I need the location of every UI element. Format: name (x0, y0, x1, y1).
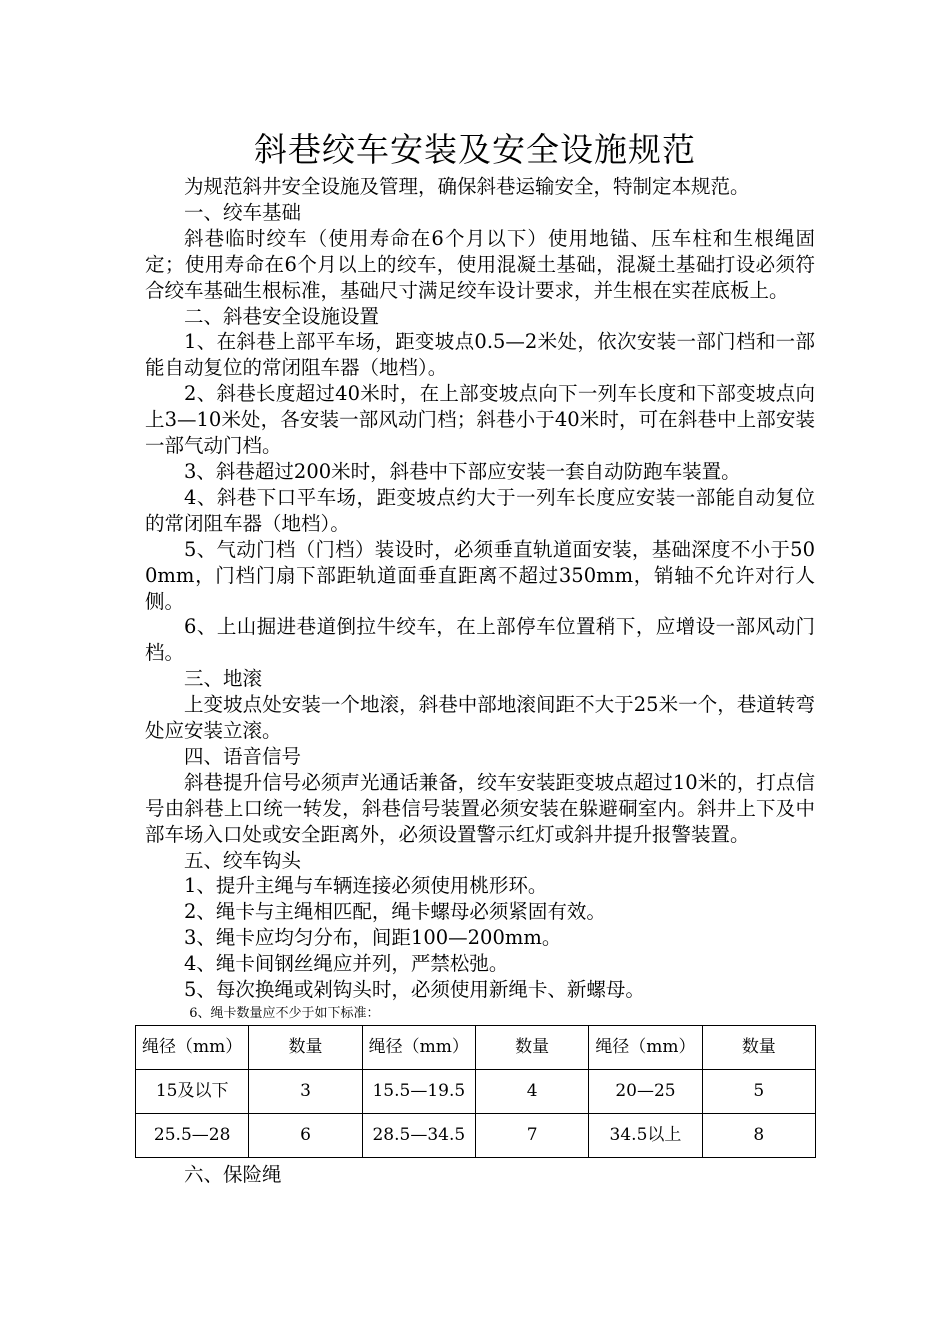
table-header-cell: 绳径（mm） (362, 1026, 475, 1070)
table-row (136, 1114, 816, 1158)
table-cell: 3 (249, 1070, 362, 1114)
intro-paragraph: 为规范斜井安全设施及管理，确保斜巷运输安全，特制定本规范。 (184, 175, 750, 198)
paragraph-5-4: 4、绳卡间钢丝绳应并列，严禁松弛。 (184, 952, 509, 976)
paragraph-2-1: 1、在斜巷上部平车场，距变坡点0.5—2米处，依次安装一部门档和一部能自动复位的常闭阻车器（地档）。 (145, 330, 815, 380)
table-header-cell: 数量 (702, 1026, 815, 1070)
table-cell: 15及以下 (136, 1070, 249, 1114)
paragraph-1: 斜巷临时绞车（使用寿命在6个月以下）使用地锚、压车柱和生根绳固定；使用寿命在6个月以上的绞车，使用混凝土基础，混凝土基础打设必须符合绞车基础生根标准，基础尺寸满足绞车设计要求，并生根在实茬底板上。 (145, 226, 815, 302)
paragraph-2-5: 5、气动门档（门档）装设时，必须垂直轨道面安装，基础深度不小于500mm，门档门扇下部距轨道面垂直距离不超过350mm，销轴不允许对行人侧。 (145, 537, 815, 613)
section-heading-4: 四、语音信号 (184, 744, 302, 768)
table-cell: 15.5—19.5 (362, 1070, 475, 1114)
table-header-row (136, 1026, 816, 1070)
table-caption: 6、绳卡数量应不少于如下标准： (189, 1006, 380, 1021)
section-heading-2: 二、斜巷安全设施设置 (184, 304, 380, 328)
paragraph-5-3: 3、绳卡应均匀分布，间距100—200mm。 (184, 926, 562, 950)
document-title: 斜巷绞车安装及安全设施规范 (254, 130, 696, 169)
section-heading-1: 一、绞车基础 (184, 200, 302, 224)
paragraph-2-2: 2、斜巷长度超过40米时，在上部变坡点向下一列车长度和下部变坡点向上3—10米处，各安装一部风动门档；斜巷小于40米时，可在斜巷中上部安装一部气动门档。 (145, 382, 815, 458)
table-cell: 6 (249, 1114, 362, 1158)
table-cell: 25.5—28 (136, 1114, 249, 1158)
table-header-cell: 数量 (475, 1026, 588, 1070)
paragraph-5-1: 1、提升主绳与车辆连接必须使用桃形环。 (184, 874, 548, 898)
table-header-cell: 数量 (249, 1026, 362, 1070)
table-cell: 4 (475, 1070, 588, 1114)
table-cell: 34.5以上 (589, 1114, 702, 1158)
table-row (136, 1070, 816, 1114)
table-cell: 28.5—34.5 (362, 1114, 475, 1158)
paragraph-5-5: 5、每次换绳或剁钩头时，必须使用新绳卡、新螺母。 (184, 978, 645, 1002)
section-heading-5: 五、绞车钩头 (184, 848, 302, 872)
paragraph-3: 上变坡点处安装一个地滚，斜巷中部地滚间距不大于25米一个，巷道转弯处应安装立滚。 (145, 693, 815, 743)
paragraph-2-3: 3、斜巷超过200米时，斜巷中下部应安装一套自动防跑车装置。 (184, 459, 741, 483)
rope-clamp-table (135, 1025, 816, 1158)
section-heading-6: 六、保险绳 (184, 1163, 282, 1186)
document-body (142, 174, 815, 1188)
table-cell: 7 (475, 1114, 588, 1158)
section-heading-3: 三、地滚 (184, 667, 263, 691)
table-header-cell: 绳径（mm） (136, 1026, 249, 1070)
paragraph-2-6: 6、上山掘进巷道倒拉牛绞车，在上部停车位置稍下，应增设一部风动门档。 (145, 615, 815, 665)
paragraph-2-4: 4、斜巷下口平车场，距变坡点约大于一列车长度应安装一部能自动复位的常闭阻车器（地档）。 (145, 485, 815, 535)
table-cell: 8 (702, 1114, 815, 1158)
paragraph-5-2: 2、绳卡与主绳相匹配，绳卡螺母必须紧固有效。 (184, 900, 606, 924)
paragraph-4: 斜巷提升信号必须声光通话兼备，绞车安装距变坡点超过10米的，打点信号由斜巷上口统一转发，斜巷信号装置必须安装在躲避硐室内。斜井上下及中部车场入口处或安全距离外，必须设置警示红灯或斜井提升报警装置。 (145, 770, 815, 846)
table-cell: 20—25 (589, 1070, 702, 1114)
table-cell: 5 (702, 1070, 815, 1114)
table-header-cell: 绳径（mm） (589, 1026, 702, 1070)
